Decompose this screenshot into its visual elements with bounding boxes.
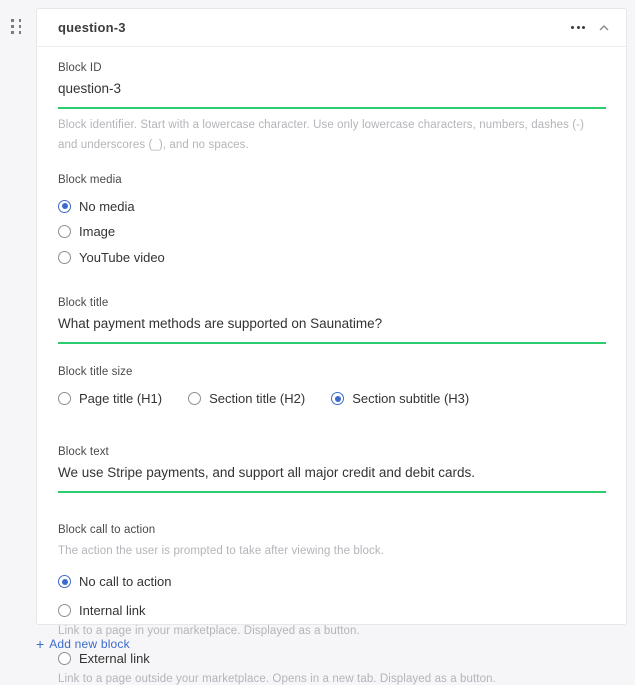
field-block-media <box>58 174 606 264</box>
external-link-helper: Link to a page outside your marketplace. Opens in a new tab. Displayed as a button. <box>58 673 496 685</box>
radio-internal-link[interactable] <box>58 603 606 618</box>
header-icons <box>571 22 609 33</box>
field-block-title <box>58 297 606 344</box>
add-new-block-button[interactable] <box>36 637 130 651</box>
radio-selected-icon <box>331 392 344 405</box>
ellipsis-icon[interactable] <box>571 22 585 33</box>
radio-label: Section subtitle (H3) <box>352 391 470 407</box>
block-media-label: Block media <box>58 174 122 187</box>
block-cta-label: Block call to action <box>58 524 156 537</box>
block-title-input[interactable]: What payment methods are supported on Saunatime? <box>58 316 383 332</box>
block-cta-helper: The action the user is prompted to take after viewing the block. <box>58 545 385 558</box>
block-title-label: Block title <box>58 297 109 310</box>
block-text-label: Block text <box>58 446 109 459</box>
radio-unselected-icon <box>58 392 71 405</box>
radio-unselected-icon <box>58 251 71 264</box>
block-card-header[interactable] <box>37 9 626 47</box>
field-block-cta <box>58 524 606 685</box>
chevron-up-icon[interactable] <box>599 24 609 32</box>
input-underline <box>58 342 606 344</box>
cta-option-external-link <box>58 651 606 685</box>
radio-section-subtitle-h3[interactable] <box>331 391 469 406</box>
input-underline <box>58 107 606 109</box>
radio-label: External link <box>79 651 150 667</box>
radio-external-link[interactable] <box>58 651 606 666</box>
radio-unselected-icon <box>58 225 71 238</box>
plus-icon: + <box>36 636 45 652</box>
block-media-options <box>58 199 606 264</box>
radio-label: No media <box>79 198 135 214</box>
radio-label: Internal link <box>79 603 146 619</box>
radio-label: No call to action <box>79 574 172 590</box>
radio-unselected-icon <box>58 652 71 665</box>
cta-option-internal-link <box>58 603 606 637</box>
radio-label: YouTube video <box>79 249 165 265</box>
block-title-size-label: Block title size <box>58 366 133 379</box>
radio-image[interactable] <box>58 225 606 239</box>
field-block-id <box>58 62 606 155</box>
radio-selected-icon <box>58 200 71 213</box>
radio-page-title-h1[interactable] <box>58 391 162 406</box>
radio-unselected-icon <box>188 392 201 405</box>
add-new-block-label: Add new block <box>49 637 130 651</box>
drag-handle-icon[interactable] <box>11 19 23 34</box>
input-underline <box>58 491 606 493</box>
block-id-label: Block ID <box>58 62 102 74</box>
radio-label: Section title (H2) <box>209 391 306 407</box>
radio-section-title-h2[interactable] <box>188 391 305 406</box>
radio-unselected-icon <box>58 604 71 617</box>
block-title-size-options <box>58 391 606 406</box>
cta-option-no-call-to-action <box>58 574 606 589</box>
field-block-title-size <box>58 366 606 406</box>
field-block-text <box>58 446 606 493</box>
radio-no-call-to-action[interactable] <box>58 574 606 589</box>
radio-label: Image <box>79 224 116 240</box>
block-id-input[interactable]: question-3 <box>58 81 122 96</box>
radio-label: Page title (H1) <box>79 391 163 407</box>
block-text-input[interactable]: We use Stripe payments, and support all major credit and debit cards. <box>58 465 475 481</box>
internal-link-helper: Link to a page in your marketplace. Displayed as a button. <box>58 625 360 638</box>
block-card-title: question-3 <box>58 20 126 35</box>
block-id-helper: Block identifier. Start with a lowercase character. Use only lowercase characters, numbers, dashes (-) and underscores (_), and no spaces. <box>58 119 584 152</box>
radio-no-media[interactable] <box>58 199 606 213</box>
radio-youtube-video[interactable] <box>58 250 606 264</box>
radio-selected-icon <box>58 575 71 588</box>
block-card-content <box>37 47 626 685</box>
